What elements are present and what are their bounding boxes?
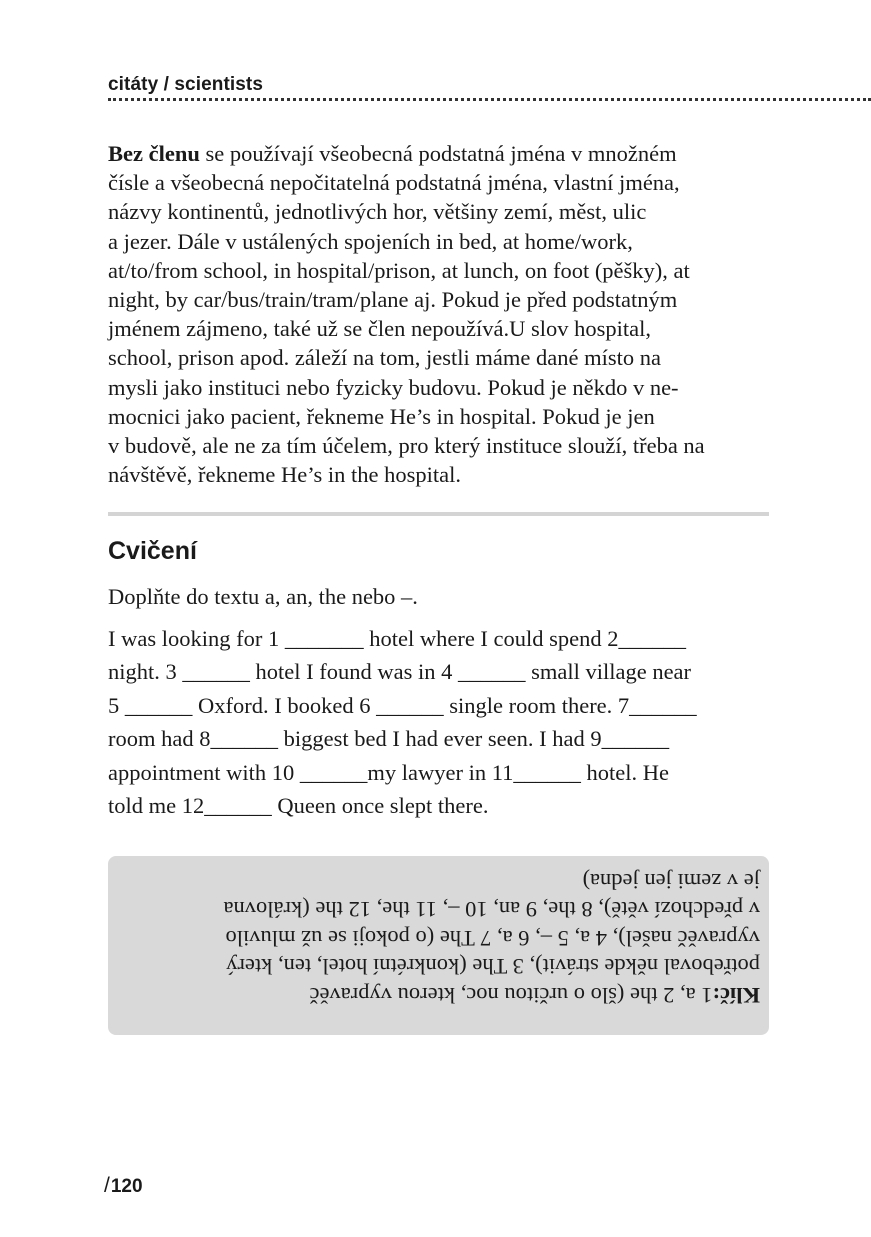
paragraph-line: názvy kontinentů, jednotlivých hor, většiny zemí, měst, ulic	[108, 199, 647, 225]
paragraph-line: a jezer. Dále v ustálených spojeních in bed, at home/work,	[108, 228, 633, 254]
section-divider	[108, 512, 769, 516]
header-divider	[108, 98, 871, 101]
exercise-line: 5 ______ Oxford. I booked 6 ______ single room there. 7______	[108, 692, 697, 718]
exercise-line: told me 12______ Queen once slept there.	[108, 793, 489, 819]
paragraph-line: mocnici jako pacient, řekneme He’s in hospital. Pokud je jen	[108, 403, 655, 429]
exercise-text	[108, 622, 780, 822]
paragraph-line: jménem zájmeno, také už se člen nepoužívá.U slov hospital,	[108, 316, 651, 342]
paragraph-line: at/to/from school, in hospital/prison, at lunch, on foot (pěšky), at	[108, 257, 690, 283]
answer-key-label: Klíč:	[712, 982, 760, 1008]
paragraph-line: school, prison apod. záleží na tom, jestli máme dané místo na	[108, 345, 661, 371]
exercise-heading: Cvičení	[108, 537, 197, 565]
paragraph-line: v budově, ale ne za tím účelem, pro který instituce slouží, třeba na	[108, 433, 705, 459]
exercise-line: appointment with 10 ______my lawyer in 11______ hotel. He	[108, 759, 669, 785]
exercise-line: night. 3 ______ hotel I found was in 4 ______ small village near	[108, 659, 692, 685]
page-number	[104, 1174, 143, 1198]
page-number-value: 120	[110, 1176, 143, 1197]
answer-key-line: potřeboval někde strávit), 3 The (konkrétní hotel, ten, který	[226, 954, 760, 980]
exercise-line: I was looking for 1 _______ hotel where I could spend 2______	[108, 626, 687, 651]
paragraph-line: čísle a všeobecná nepočitatelná podstatná jména, vlastní jména,	[108, 170, 680, 196]
article-paragraph	[108, 139, 780, 489]
exercise-line: room had 8______ biggest bed I had ever seen. I had 9______	[108, 726, 670, 752]
lead-term: Bez členu	[108, 141, 200, 166]
answer-key-line: 1 a, 2 the (šlo o určitou noc, kterou vypravěč	[309, 982, 713, 1008]
answer-key-text	[140, 866, 760, 1009]
paragraph-line: night, by car/bus/train/tram/plane aj. Pokud je před podstatným	[108, 287, 678, 313]
running-header: citáty / scientists	[108, 74, 264, 95]
paragraph-line: se používají všeobecná podstatná jména v množném	[199, 141, 677, 166]
paragraph-line: mysli jako instituci nebo fyzicky budovu. Pokud je někdo v ne-	[108, 374, 679, 400]
answer-key-line: v předchozí větě), 8 the, 9 an, 10 –, 11 the, 12 the (královna	[223, 897, 760, 923]
exercise-instruction: Doplňte do textu a, an, the nebo –.	[108, 584, 418, 609]
answer-key-line: vypravěč našel), 4 a, 5 –, 6 a, 7 The (o pokoji se už mluvilo	[225, 925, 760, 951]
paragraph-line: návštěvě, řekneme He’s in the hospital.	[108, 462, 462, 488]
answer-key-line: je v zemi jen jedna)	[582, 868, 760, 894]
page-number-slash: /	[104, 1174, 110, 1197]
